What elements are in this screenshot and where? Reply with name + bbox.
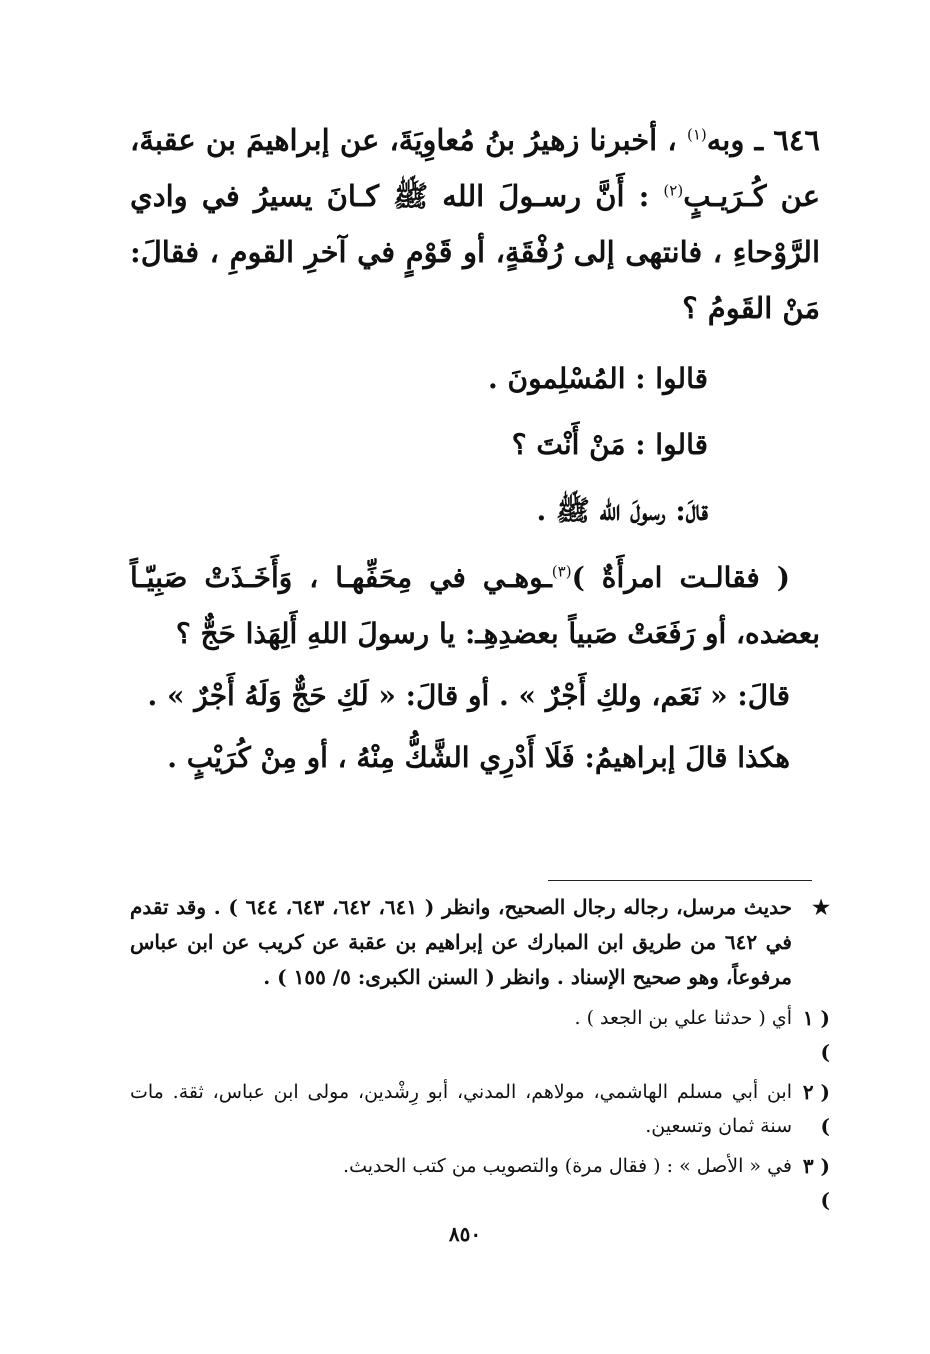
hadith-dash: ـ <box>754 123 764 157</box>
paragraph-doubt <box>130 730 820 786</box>
paragraph-answer-text: قالَ: « نَعَم، ولكِ أَجْرٌ » . أو قالَ: « لَكِ حَجٌّ وَلَهُ أَجْرٌ » . <box>147 679 790 712</box>
footnotes <box>130 890 830 1223</box>
paragraph-woman-start: ( فقالـت امرأَةٌ ) <box>571 561 790 594</box>
footnote-ref-1[interactable]: (١) <box>686 125 707 144</box>
footnote-3-text: في « الأصل » : ( فقال مرة) والتصويب من كتب الحديث. <box>343 1155 792 1177</box>
footnote-1-marker: ( ١ ) <box>802 1006 830 1064</box>
paragraph-woman-rest: ـوهـي في مِحَفِّهـا ، وَأَخَـذَتْ صَبِيّـاً بعضده، أو رَفَعَتْ صَبياً بعضدِهِـ: يا رسولَ اللهِ أَلِهَذا حَجٌّ ؟ <box>130 561 820 650</box>
footnote-3 <box>130 1149 830 1217</box>
hadith-isnad: ، أخبرنا زهيرُ بنُ مُعاوِيَةَ، عن إبراهيمَ بن عقبةَ، عن كُـرَيـبٍ <box>130 123 820 213</box>
footnote-separator <box>548 880 812 881</box>
hadith-matn: : أَنَّ رسـولَ الله ﷺ كـانَ يسيرُ في وادي الرَّوْحاءِ ، فانتهى إلى رُفْقَةٍ، أو قَوْمٍ في آخرِ القومِ ، فقالَ: مَنْ القَومُ ؟ <box>130 179 820 325</box>
dialog-line-2: قالوا : مَنْ أَنْتَ ؟ <box>511 428 708 461</box>
main-text <box>130 112 820 786</box>
dialog-line-1: قالوا : المُسْلِمونَ . <box>488 362 708 395</box>
footnote-2 <box>130 1075 830 1143</box>
footnote-2-marker: ( ٢ ) <box>802 1080 830 1138</box>
dialog-line-3: قالَ: رسولَ الله ﷺ . <box>536 494 708 527</box>
footnote-takhrij <box>130 890 830 995</box>
footnote-3-marker: ( ٣ ) <box>802 1154 830 1212</box>
star-icon: ★ <box>812 895 830 919</box>
footnote-1-text: أي ( حدثنا علي بن الجعد ) . <box>574 1007 792 1029</box>
hadith-opening: وبه <box>706 123 745 157</box>
paragraph-woman <box>130 550 820 662</box>
footnote-1 <box>130 1001 830 1069</box>
page-number: ٨٥٠ <box>448 1222 482 1246</box>
footnote-ref-2[interactable]: (٢) <box>663 181 684 200</box>
footnote-takhrij-text: حديث مرسل، رجاله رجال الصحيح، وانظر ( ٦٤١، ٦٤٢، ٦٤٣، ٦٤٤ ) . وقد تقدم في ٦٤٢ من طريق ابن المبارك عن إبراهيم بن عقبة عن كريب عن ابن عباس مرفوعاً، وهو صحيح الإسناد . وانظر ( السنن الكبرى: ٥/ ١٥٥ ) . <box>130 895 792 989</box>
hadith-646 <box>130 112 820 336</box>
hadith-number: ٦٤٦ <box>773 123 820 157</box>
footnote-ref-3[interactable]: (٣) <box>551 562 572 581</box>
paragraph-doubt-text: هكذا قالَ إبراهيمُ: فَلَا أَدْرِي الشَّكُّ مِنْهُ ، أو مِنْ كُرَيْبٍ . <box>167 741 790 774</box>
footnote-2-text: ابن أبي مسلم الهاشمي، مولاهم، المدني، أبو رِشْدين، مولى ابن عباس، ثقة. مات سنة ثمان وتسعين. <box>130 1081 792 1137</box>
paragraph-answer <box>130 668 820 724</box>
